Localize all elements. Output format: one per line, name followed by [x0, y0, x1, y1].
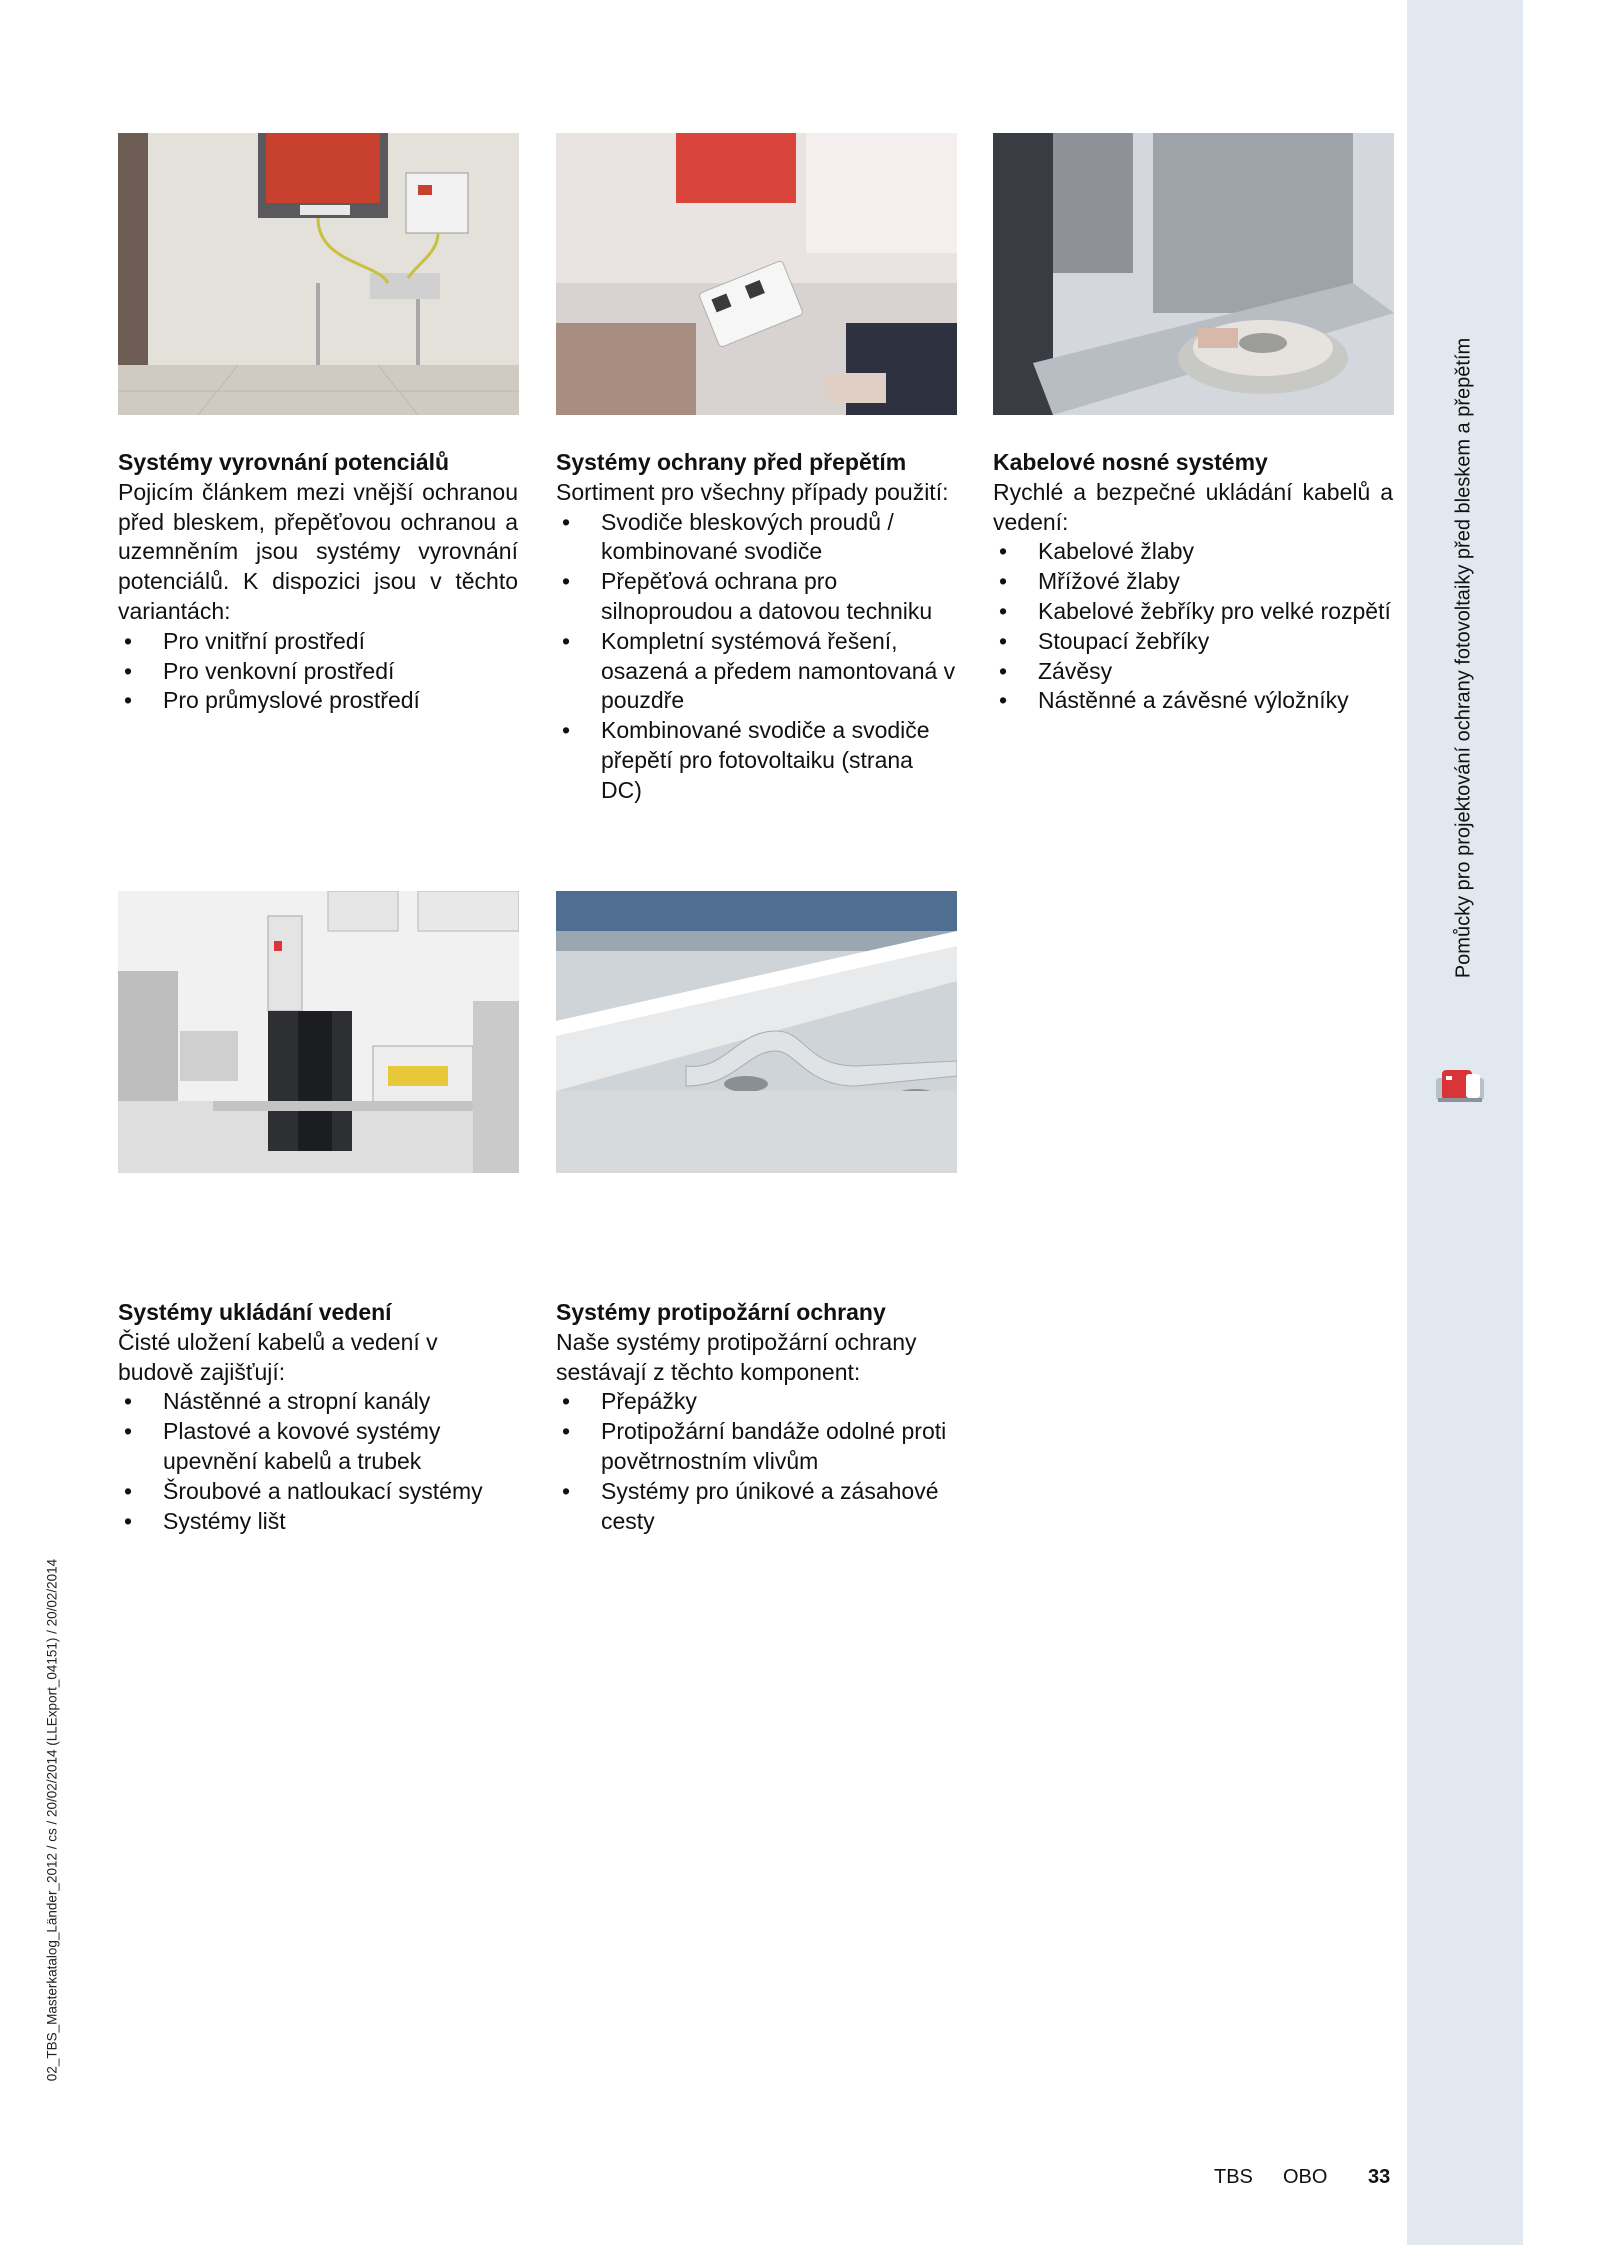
section-list — [118, 1387, 518, 1536]
list-item: • Pro průmyslové prostředí — [118, 686, 518, 716]
section-cable-support — [993, 448, 1393, 716]
list-item: • Systémy lišt — [118, 1507, 518, 1537]
page-number: 33 — [1368, 2166, 1391, 2188]
footer-tbs: TBS — [1214, 2166, 1253, 2188]
list-item: • Nástěnné a závěsné výložníky — [993, 686, 1393, 716]
list-item: • Kombinované svodiče a svodiče přepětí pro fotovoltaiku (strana DC) — [556, 716, 956, 805]
list-item: • Přepěťová ochrana pro silnoproudou a datovou techniku — [556, 567, 956, 627]
photo-cable-routing — [118, 891, 519, 1173]
section-list — [556, 508, 956, 806]
list-item: • Stoupací žebříky — [993, 627, 1393, 657]
list-item: • Protipožární bandáže odolné proti povětrnostním vlivům — [556, 1417, 956, 1477]
list-item: • Přepážky — [556, 1387, 956, 1417]
section-title: Systémy vyrovnání potenciálů — [118, 449, 450, 475]
list-item: • Mřížové žlaby — [993, 567, 1393, 597]
photo-surge-protection — [556, 133, 957, 415]
list-item: • Svodiče bleskových proudů / kombinované svodiče — [556, 508, 956, 568]
list-item: • Pro vnitřní prostředí — [118, 627, 518, 657]
photo-fire-protection — [556, 891, 957, 1173]
section-list — [993, 537, 1393, 716]
print-job-note: 02_TBS_Masterkatalog_Länder_2012 / cs / 20/02/2014 (LLExport_04151) / 20/02/2014 — [44, 1558, 60, 2082]
section-surge-protection — [556, 448, 956, 806]
obo-product-icon — [1432, 1064, 1488, 1108]
list-item: • Nástěnné a stropní kanály — [118, 1387, 518, 1417]
sidebar-title: Pomůcky pro projektování ochrany fotovoltaiky před bleskem a přepětím — [1452, 337, 1475, 979]
footer-obo: OBO — [1283, 2166, 1328, 2188]
section-title: Kabelové nosné systémy — [993, 449, 1268, 475]
section-list — [118, 627, 518, 716]
section-fire-protection — [556, 1298, 956, 1536]
section-title: Systémy protipožární ochrany — [556, 1299, 886, 1325]
section-equipotential-bonding — [118, 448, 518, 716]
photo-equipotential-bonding — [118, 133, 519, 415]
section-list — [556, 1387, 956, 1536]
section-intro: Sortiment pro všechny případy použití: — [556, 478, 949, 505]
list-item: • Kabelové žlaby — [993, 537, 1393, 567]
list-item: • Závěsy — [993, 657, 1393, 687]
list-item: • Pro venkovní prostředí — [118, 657, 518, 687]
section-intro: Naše systémy protipožární ochrany sestávají z těchto komponent: — [556, 1328, 917, 1385]
photo-cable-support — [993, 133, 1394, 415]
section-title: Systémy ochrany před přepětím — [556, 449, 907, 475]
list-item: • Systémy pro únikové a zásahové cesty — [556, 1477, 956, 1537]
list-item: • Plastové a kovové systémy upevnění kabelů a trubek — [118, 1417, 518, 1477]
section-intro: Pojicím článkem mezi vnější ochranou před bleskem, přepěťovou ochranou a uzemněním jsou systémy vyrovnání potenciálů. K dispozici jsou v těchto variantách: — [118, 478, 518, 624]
section-intro: Rychlé a bezpečné ukládání kabelů a vedení: — [993, 478, 1393, 535]
section-cable-routing — [118, 1298, 518, 1536]
list-item: • Kompletní systémová řešení, osazená a předem namontovaná v pouzdře — [556, 627, 956, 716]
list-item: • Kabelové žebříky pro velké rozpětí — [993, 597, 1393, 627]
sidebar-strip — [1407, 0, 1523, 2245]
section-title: Systémy ukládání vedení — [118, 1299, 392, 1325]
section-intro: Čisté uložení kabelů a vedení v budově zajišťují: — [118, 1328, 438, 1385]
list-item: • Šroubové a natloukací systémy — [118, 1477, 518, 1507]
